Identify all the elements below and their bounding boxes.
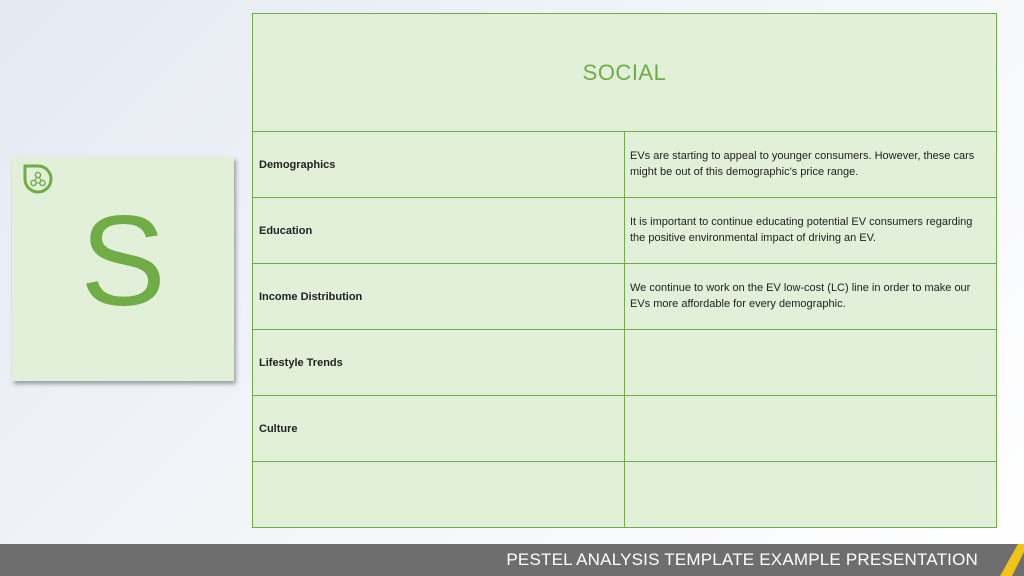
table-row	[253, 462, 997, 528]
description-cell	[625, 330, 997, 396]
factor-cell	[253, 462, 625, 528]
description-cell: EVs are starting to appeal to younger consumers. However, these cars might be out of this demographic's price range.	[625, 132, 997, 198]
section-title: SOCIAL	[253, 14, 997, 132]
description-cell: It is important to continue educating potential EV consumers regarding the positive environmental impact of driving an EV.	[625, 198, 997, 264]
pestel-table	[252, 13, 997, 528]
table-row	[253, 330, 997, 396]
accent-stripe-icon	[984, 544, 1024, 576]
description-cell	[625, 396, 997, 462]
table-row	[253, 198, 997, 264]
table-row	[253, 264, 997, 330]
factor-cell: Demographics	[253, 132, 625, 198]
table-row	[253, 396, 997, 462]
table-header-row	[253, 14, 997, 132]
presentation-title: PESTEL ANALYSIS TEMPLATE EXAMPLE PRESENTATION	[506, 550, 978, 569]
leaf-network-logo-icon	[22, 163, 54, 195]
table-row	[253, 132, 997, 198]
section-letter: S	[80, 190, 166, 333]
description-cell: We continue to work on the EV low-cost (LC) line in order to make our EVs more affordable for every demographic.	[625, 264, 997, 330]
description-cell	[625, 462, 997, 528]
factor-cell: Culture	[253, 396, 625, 462]
letter-card	[12, 157, 234, 381]
footer-bar	[0, 544, 1024, 576]
factor-cell: Education	[253, 198, 625, 264]
factor-cell: Income Distribution	[253, 264, 625, 330]
factor-cell: Lifestyle Trends	[253, 330, 625, 396]
